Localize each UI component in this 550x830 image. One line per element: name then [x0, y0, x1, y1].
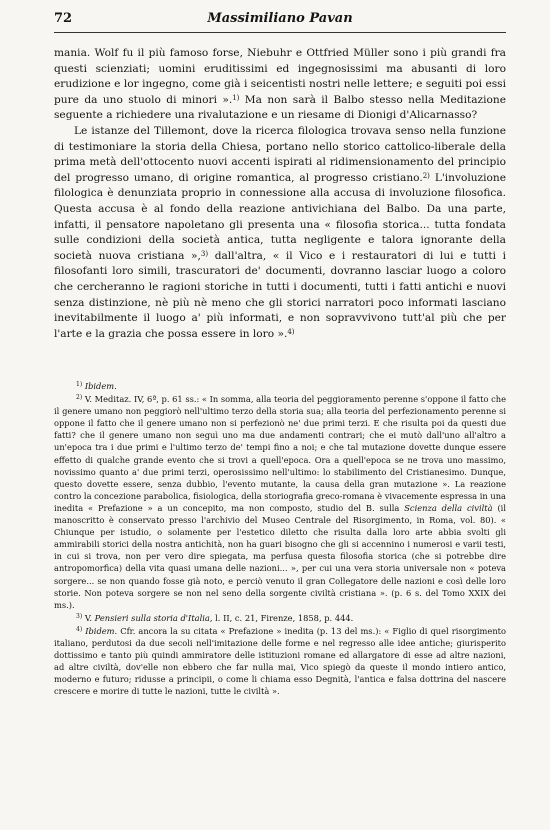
running-head: Massimiliano Pavan	[207, 11, 353, 26]
footnote-4	[54, 625, 506, 698]
footnote-3-pre: V.	[84, 612, 95, 623]
footnote-2-text-cont: (il manoscritto è conservato presso l'archivio del Museo Centrale del Risorgimento, in Roma, vol. 80). « Chiunque per istudio, o solamente per l'estetico diletto che risulta dalla loro arte abbia svolti gli ammirabili storici della nostra antichità, non ha guari bisogno che gli si accennino i numerosi e varii testi, in cui si trova, non per vero dire spiegata, ma perfusa questa filosofia storica (che si potrebbe dire antropomorfica) della vita quasi umana delle nazioni... », per cui una vera storia universale non « poteva sorgere... se non quando fosse già noto, e perciò venuto il gran Collegatore delle nazioni e così delle loro storie. Non poteva sorgere se non nel seno della sorgente civiltà cristiana ». (p. 6 s. del Tomo XXIX dei ms.).	[54, 502, 506, 610]
page-header	[54, 10, 506, 33]
footnote-3	[54, 612, 506, 624]
paragraph-2-text-c: dall'altra, « il Vico e i restauratori di lui e tutti i filosofanti loro simili, trascuratori de' documenti, dovranno lasciar luogo a coloro che cercheranno le ragioni storiche in tutti i documenti, tutti i fatti antichi e nuovi senza distinzione, nè più nè meno che gli storici narratori poco informati lasciano inevitabilmente il luogo a' più informati, e non sopravvivono tutt'al più che per l'arte e la grazia che possa essere in loro ».	[54, 249, 506, 340]
footnote-2-title: Scienza della civiltà	[404, 502, 493, 513]
footnote-3-text: , l. II, c. 21, Firenze, 1858, p. 444.	[209, 612, 354, 623]
footnote-ref-1: 1)	[232, 93, 240, 102]
footnote-1	[54, 380, 506, 392]
footnote-2	[54, 393, 506, 611]
paragraph-1-text-b: Ma non sarà il Balbo stesso nella Meditazione seguente a richiedere una rivalutazione e un riesame di Dionigi d'Alicarnasso?	[54, 93, 506, 122]
footnote-4-ibidem: Ibidem.	[85, 625, 118, 636]
paragraph-1-text-a: mania. Wolf fu il più famoso forse, Niebuhr e Ottfried Müller sono i più grandi fra questi scienziati; uomini eruditissimi ed ingegnosissimi ma abusanti di loro erudizione e lor ingegno, come già i seicentisti nostri nelle lettere; e seguiti poi essi pure da uno stuolo di minori ».	[54, 47, 506, 106]
paragraph-2-text-b: L'involuzione filologica è denunziata proprio in connessione alla accusa di involuzione filosofica. Questa accusa è al fondo della reazione antivichiana del Balbo. Da una parte, infatti, il pensatore napoletano gli presenta una « filosofia storica... tutta fondata sulle condizioni della società antica, tutta negligente e talora ignorante della società nuova cristiana »,	[54, 171, 506, 262]
paragraph-2-text-a: Le istanze del Tillemont, dove la ricerca filologica trovava senso nella funzione di testimoniare la storia della Chiesa, portano nello storico cattolico-liberale della prima metà dell'ottocento nuovi accenti ispirati al ridimensionamento del principio del progresso umano, di origine romantica, al progresso cristiano.	[54, 124, 506, 184]
footnote-4-text: Cfr. ancora la su citata « Prefazione » inedita (p. 13 del ms.): « Figlio di quel risorgimento italiano, perdutosi da due secoli nell'imitazione delle forme e nel regresso alle idee antiche; giurisperito dottissimo e tanto più quindi ammiratore delle istituzioni romane ed allargatore di esse ad altre nazioni, ad altre civiltà, dov'elle non ebbero che far nulla mai, Vico spiegò da queste il mondo intiero antico, moderno e futuro; ridusse a principii, o come li chiama esso Degnità, l'antica e falsa dottrina del nascere crescere e morire di tutte le nazioni, tutte le civiltà ».	[54, 625, 506, 697]
paragraph-1	[54, 46, 506, 124]
footnote-2-text: V. Meditaz. IV, 6ª, p. 61 ss.: « In somma, alla teoria del peggioramento perenne s'oppone il fatto che il genere umano non peggiorò nell'ultimo terzo della storia sua; alla teoria del perfezionamento perenne si oppone il fatto che il genere umano non si perfezionò ne' due primi terzi. E che risulta poi da questi due fatti? che il genere umano non seguì uno ma due andamenti contrari; che ei mutò dall'uno all'altro a un'epoca tra i due primi e l'ultimo terzo de' tempi fino a noi; e che tal mutazione dovette dunque essere effetto di qualche grande evento che si trovi a quell'epoca. Ora a quell'epoca se ne trova uno massimo, novissimo quanto a' due primi terzi, operosissimo nell'ultimo: lo stabilimento del Cristianesimo. Dunque, questo dovette essere, senza dubbio, l'evento mutante, la causa della gran mutazione ». La reazione contro la concezione parabolica, fisiologica, della storiografia greco-romana è vivacemente espressa in una inedita « Prefazione » a un concepito, ma non composto, studio del B. sulla	[54, 394, 507, 513]
footnotes	[54, 380, 506, 698]
footnote-ref-2: 2)	[422, 171, 430, 180]
footnote-1-text: Ibidem.	[84, 381, 117, 391]
footnote-1-mark: 1)	[76, 381, 83, 388]
footnote-3-mark: 3)	[76, 612, 83, 620]
main-text	[54, 46, 506, 342]
footnote-ref-4: 4)	[287, 327, 295, 336]
paragraph-2	[54, 124, 506, 342]
footnote-2-mark: 2)	[76, 394, 83, 402]
footnote-3-title: Pensieri sulla storia d'Italia	[94, 612, 210, 623]
footnote-4-mark: 4)	[76, 625, 83, 633]
footnote-ref-3: 3)	[200, 249, 209, 258]
page-number: 72	[54, 11, 73, 26]
